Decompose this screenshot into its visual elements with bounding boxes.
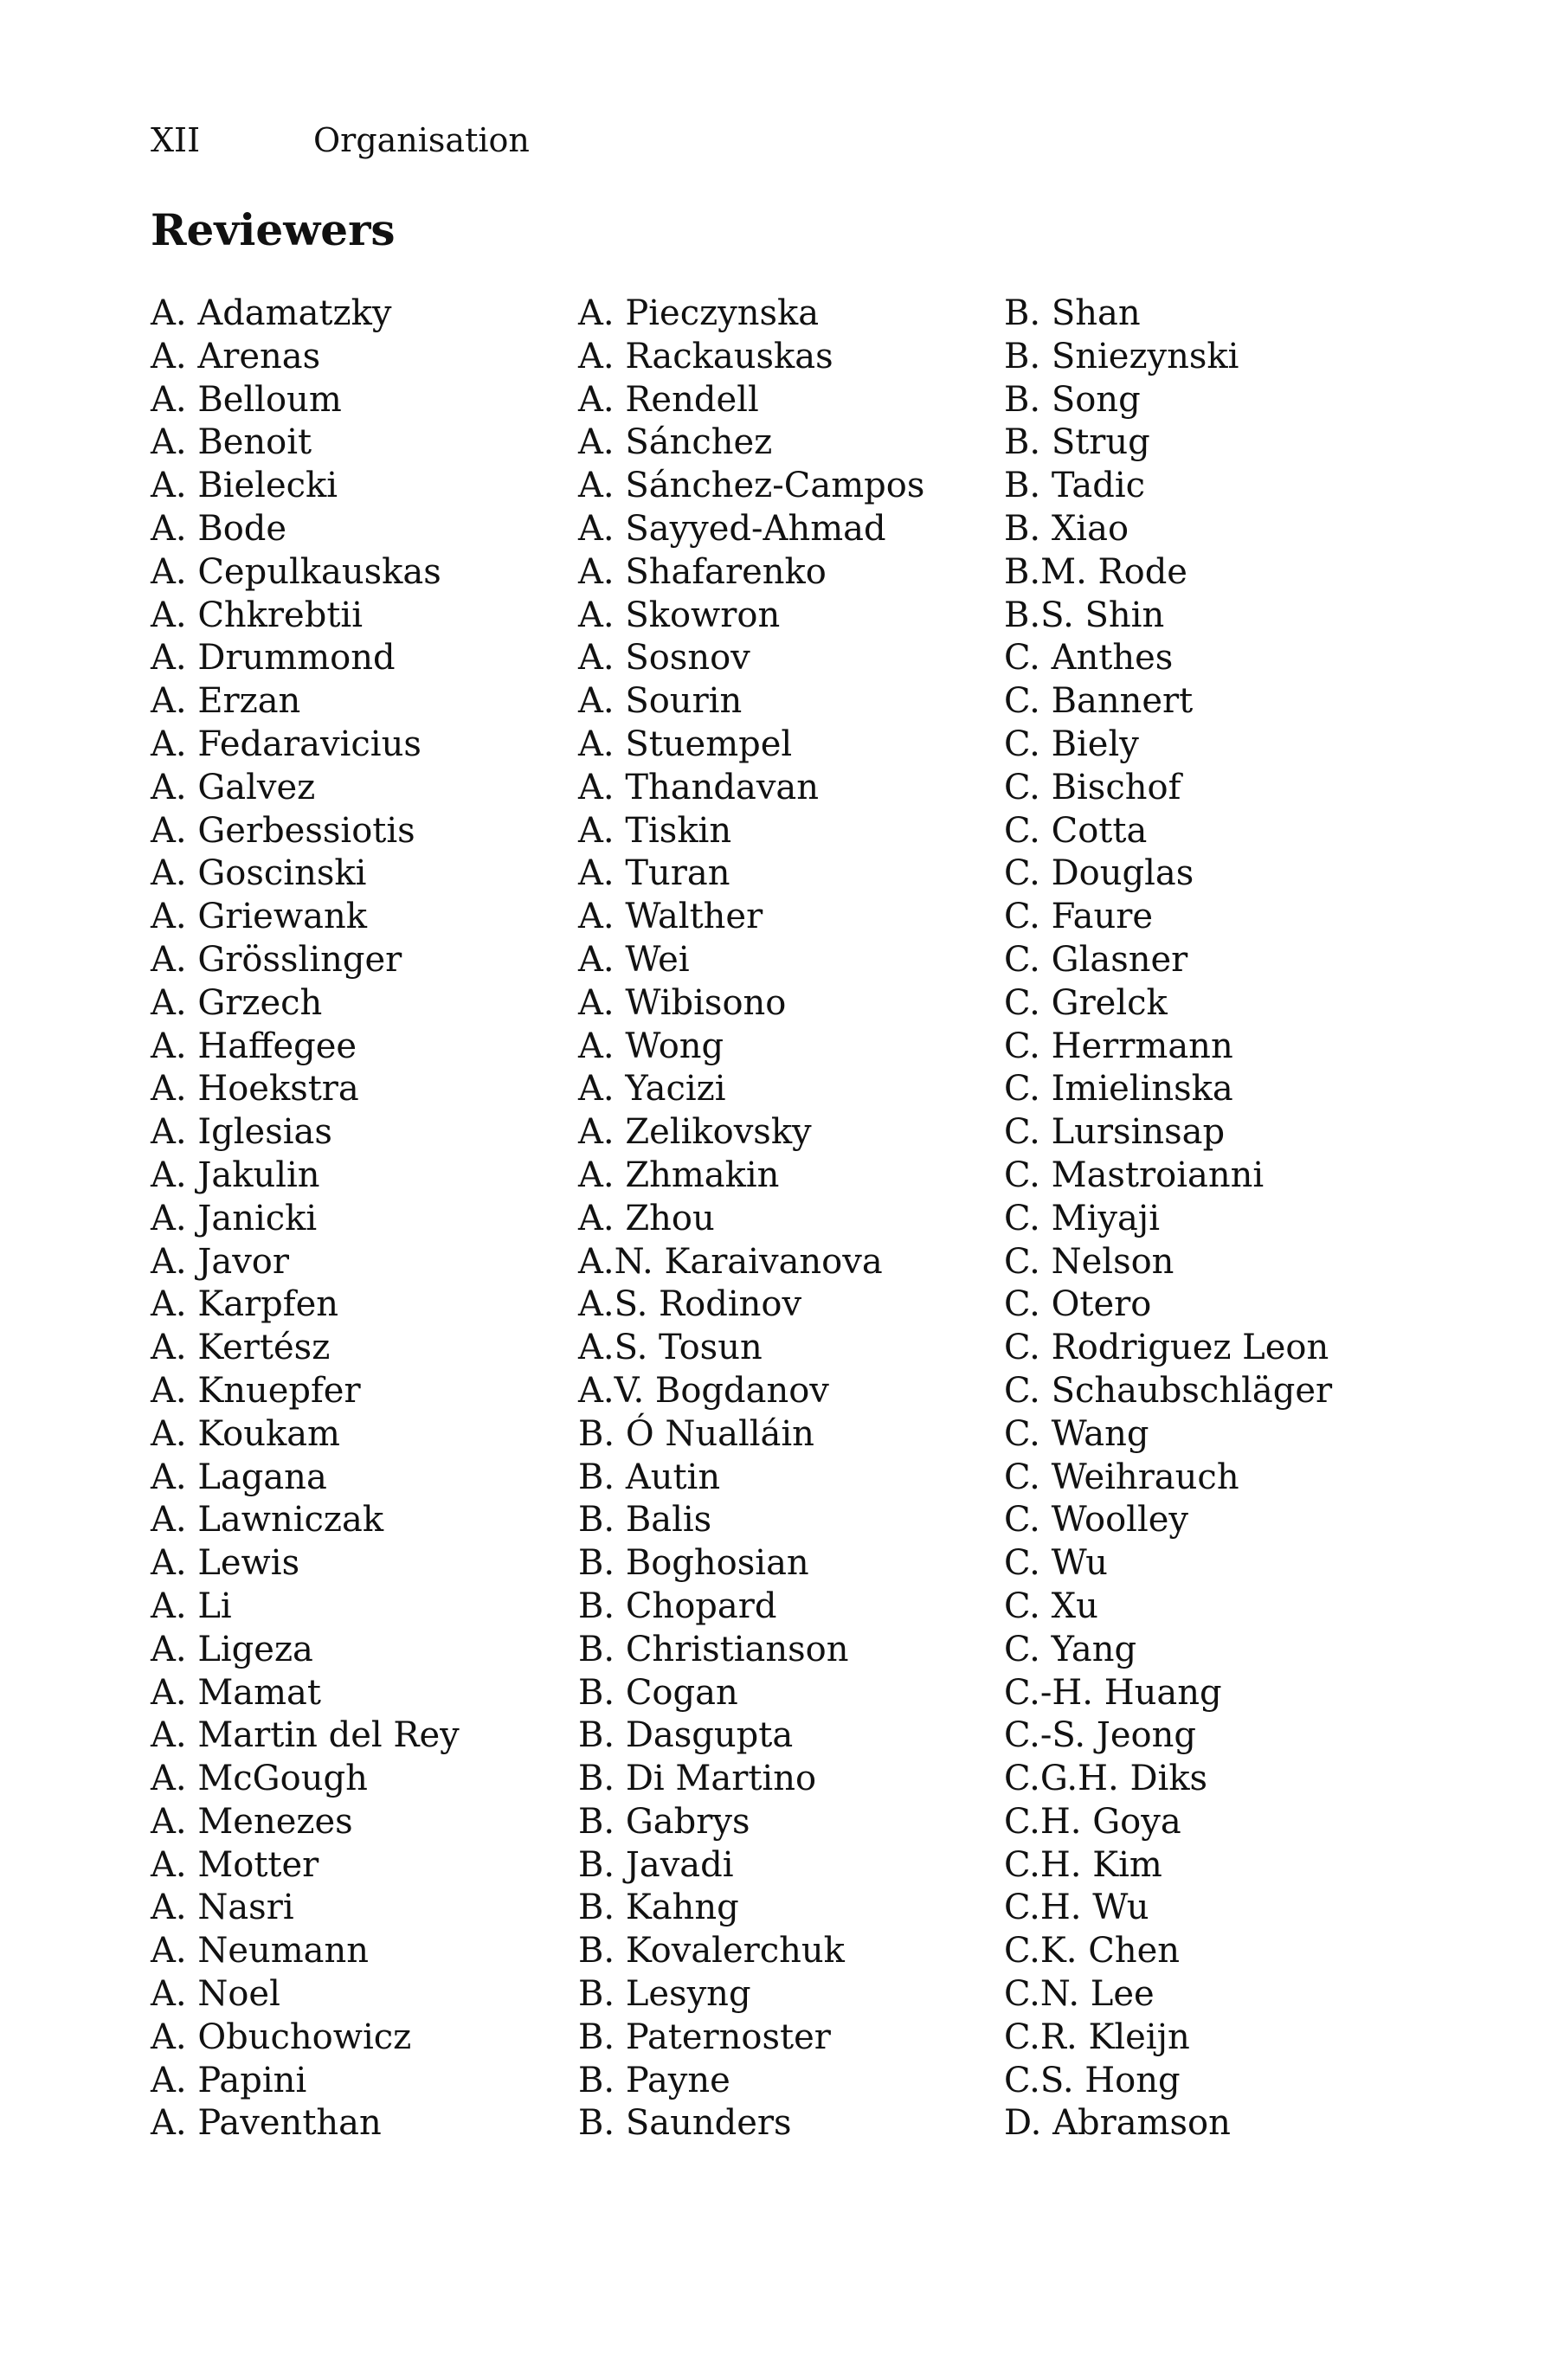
reviewer-name: A. Drummond <box>151 638 396 679</box>
reviewer-column-2 <box>578 293 924 2145</box>
reviewer-name: A. Neumann <box>151 1931 370 1972</box>
reviewer-name: A. Arenas <box>151 336 321 376</box>
reviewer-name: A. Sosnov <box>578 638 750 679</box>
section-title: Organisation <box>313 121 530 159</box>
reviewer-name: A. Benoit <box>151 422 312 463</box>
reviewer-name: A. Li <box>151 1586 232 1626</box>
reviewer-name: A. Wong <box>578 1026 724 1066</box>
reviewer-name: A. Rendell <box>578 379 759 420</box>
reviewer-name: A. Wibisono <box>578 982 787 1023</box>
reviewer-name: A. Sourin <box>578 681 743 722</box>
reviewer-name: B. Boghosian <box>578 1543 809 1584</box>
reviewer-name: A.N. Karaivanova <box>578 1241 883 1282</box>
reviewer-name: A. Menezes <box>151 1801 353 1842</box>
reviewer-name: A. Wei <box>578 939 690 980</box>
reviewer-name: B. Javadi <box>578 1844 734 1885</box>
reviewer-name: A. Martin del Rey <box>151 1715 460 1756</box>
reviewer-name: A. Sayyed-Ahmad <box>578 508 886 549</box>
reviewer-name: C. Anthes <box>1004 638 1174 679</box>
reviewer-name: A. Rackauskas <box>578 336 833 376</box>
reviewer-name: A. Jakulin <box>151 1155 320 1195</box>
reviewer-name: C. Imielinska <box>1004 1069 1233 1110</box>
reviewer-name: A. Haffegee <box>151 1026 357 1066</box>
reviewer-name: C. Wang <box>1004 1413 1149 1454</box>
reviewer-name: B. Tadic <box>1004 466 1146 506</box>
page-title: Reviewers <box>151 204 396 255</box>
reviewer-name: A. Turan <box>578 853 730 894</box>
reviewer-name: B. Payne <box>578 2060 730 2100</box>
reviewer-name: C.S. Hong <box>1004 2060 1181 2100</box>
reviewer-name: A. Tiskin <box>578 810 732 851</box>
reviewer-name: C. Xu <box>1004 1586 1098 1626</box>
reviewer-name: A. Pieczynska <box>578 293 820 333</box>
reviewer-name: A. Shafarenko <box>578 551 827 592</box>
page-number: XII <box>151 121 201 159</box>
reviewer-name: A. Noel <box>151 1974 280 2015</box>
reviewer-name: A. Yacizi <box>578 1069 726 1110</box>
reviewer-name: C.-H. Huang <box>1004 1672 1222 1713</box>
reviewer-name: A. Ligeza <box>151 1629 313 1669</box>
reviewer-name: C. Weihrauch <box>1004 1457 1239 1497</box>
reviewer-name: C. Wu <box>1004 1543 1108 1584</box>
reviewer-name: B. Strug <box>1004 422 1150 463</box>
reviewer-name: A. Koukam <box>151 1413 340 1454</box>
reviewer-name: A. Thandavan <box>578 767 820 807</box>
reviewer-name: C. Otero <box>1004 1284 1152 1325</box>
reviewer-name: A. Sánchez-Campos <box>578 466 925 506</box>
reviewer-name: A. Obuchowicz <box>151 2017 412 2057</box>
reviewer-name: B.S. Shin <box>1004 595 1165 635</box>
reviewer-name: C. Herrmann <box>1004 1026 1233 1066</box>
reviewer-column-3 <box>1004 293 1332 2145</box>
reviewer-name: B. Dasgupta <box>578 1715 794 1756</box>
reviewer-name: C.N. Lee <box>1004 1974 1155 2015</box>
reviewer-name: C. Mastroianni <box>1004 1155 1265 1195</box>
reviewer-name: A. Griewank <box>151 897 367 937</box>
reviewer-name: C.-S. Jeong <box>1004 1715 1196 1756</box>
reviewer-name: A. Erzan <box>151 681 301 722</box>
reviewer-name: C. Miyaji <box>1004 1198 1160 1238</box>
reviewer-name: C.G.H. Diks <box>1004 1759 1208 1799</box>
reviewer-name: B. Saunders <box>578 2103 792 2144</box>
reviewer-name: A. Bode <box>151 508 287 549</box>
reviewer-name: A. Janicki <box>151 1198 318 1238</box>
reviewer-name: B.M. Rode <box>1004 551 1187 592</box>
reviewer-name: A. Grzech <box>151 982 323 1023</box>
reviewer-name: B. Ó Nualláin <box>578 1413 814 1454</box>
reviewer-name: A. Goscinski <box>151 853 367 894</box>
reviewer-name: A. Belloum <box>151 379 342 420</box>
reviewer-name: A. Paventhan <box>151 2103 382 2144</box>
reviewer-name: C.H. Kim <box>1004 1844 1162 1885</box>
reviewer-name: C. Yang <box>1004 1629 1137 1669</box>
reviewer-name: C. Glasner <box>1004 939 1188 980</box>
reviewer-name: A. Knuepfer <box>151 1370 361 1411</box>
reviewer-column-1 <box>151 293 460 2145</box>
reviewer-name: A. Kertész <box>151 1328 331 1368</box>
reviewer-name: A.S. Tosun <box>578 1328 763 1368</box>
reviewer-name: C.K. Chen <box>1004 1931 1181 1972</box>
reviewer-name: A. Zhou <box>578 1198 715 1238</box>
reviewer-name: D. Abramson <box>1004 2103 1231 2144</box>
reviewer-name: A. Mamat <box>151 1672 321 1713</box>
reviewer-name: A. Galvez <box>151 767 316 807</box>
reviewer-name: A. Javor <box>151 1241 289 1282</box>
reviewer-name: C. Bannert <box>1004 681 1194 722</box>
reviewer-name: B. Paternoster <box>578 2017 831 2057</box>
reviewer-name: B. Shan <box>1004 293 1141 333</box>
reviewer-name: A. Walther <box>578 897 763 937</box>
reviewer-name: A. Lagana <box>151 1457 327 1497</box>
reviewer-name: B. Sniezynski <box>1004 336 1239 376</box>
reviewer-name: C. Nelson <box>1004 1241 1175 1282</box>
reviewer-name: A. Nasri <box>151 1888 294 1928</box>
reviewer-name: A. Grösslinger <box>151 939 402 980</box>
reviewer-name: C. Biely <box>1004 724 1139 764</box>
reviewer-name: A. Lawniczak <box>151 1500 384 1541</box>
reviewer-name: A.S. Rodinov <box>578 1284 802 1325</box>
reviewer-name: B. Cogan <box>578 1672 738 1713</box>
reviewer-name: B. Gabrys <box>578 1801 750 1842</box>
reviewer-name: B. Kahng <box>578 1888 739 1928</box>
reviewer-name: A.V. Bogdanov <box>578 1370 829 1411</box>
reviewer-name: B. Chopard <box>578 1586 777 1626</box>
reviewer-name: A. Karpfen <box>151 1284 339 1325</box>
reviewer-name: C.H. Goya <box>1004 1801 1181 1842</box>
reviewer-name: A. Gerbessiotis <box>151 810 415 851</box>
reviewer-name: C. Woolley <box>1004 1500 1189 1541</box>
reviewer-name: C. Bischof <box>1004 767 1181 807</box>
reviewer-name: C. Faure <box>1004 897 1154 937</box>
reviewer-name: B. Di Martino <box>578 1759 817 1799</box>
reviewer-name: A. Zhmakin <box>578 1155 780 1195</box>
reviewer-name: A. Stuempel <box>578 724 793 764</box>
reviewer-name: A. Bielecki <box>151 466 338 506</box>
reviewer-name: B. Xiao <box>1004 508 1129 549</box>
reviewer-name: A. Sánchez <box>578 422 773 463</box>
reviewer-name: B. Christianson <box>578 1629 849 1669</box>
reviewer-name: A. Fedaravicius <box>151 724 422 764</box>
reviewer-name: A. Skowron <box>578 595 781 635</box>
reviewer-name: A. Zelikovsky <box>578 1112 812 1153</box>
reviewer-name: C. Grelck <box>1004 982 1168 1023</box>
running-header <box>151 119 530 161</box>
reviewer-name: C.H. Wu <box>1004 1888 1149 1928</box>
reviewer-name: C. Douglas <box>1004 853 1194 894</box>
reviewer-name: A. McGough <box>151 1759 368 1799</box>
reviewer-name: C. Schaubschläger <box>1004 1370 1333 1411</box>
reviewer-name: B. Kovalerchuk <box>578 1931 845 1972</box>
reviewer-name: B. Song <box>1004 379 1141 420</box>
reviewer-name: B. Lesyng <box>578 1974 751 2015</box>
reviewer-name: A. Lewis <box>151 1543 300 1584</box>
reviewer-name: A. Iglesias <box>151 1112 332 1153</box>
reviewer-name: A. Adamatzky <box>151 293 392 333</box>
reviewer-name: C. Rodriguez Leon <box>1004 1328 1329 1368</box>
reviewer-name: B. Balis <box>578 1500 712 1541</box>
reviewer-name: A. Chkrebtii <box>151 595 363 635</box>
reviewer-name: C. Cotta <box>1004 810 1148 851</box>
reviewer-name: A. Papini <box>151 2060 307 2100</box>
reviewer-name: C. Lursinsap <box>1004 1112 1226 1153</box>
reviewer-name: A. Hoekstra <box>151 1069 359 1110</box>
reviewer-name: A. Cepulkauskas <box>151 551 441 592</box>
reviewer-name: B. Autin <box>578 1457 721 1497</box>
reviewer-name: A. Motter <box>151 1844 319 1885</box>
reviewer-name: C.R. Kleijn <box>1004 2017 1190 2057</box>
